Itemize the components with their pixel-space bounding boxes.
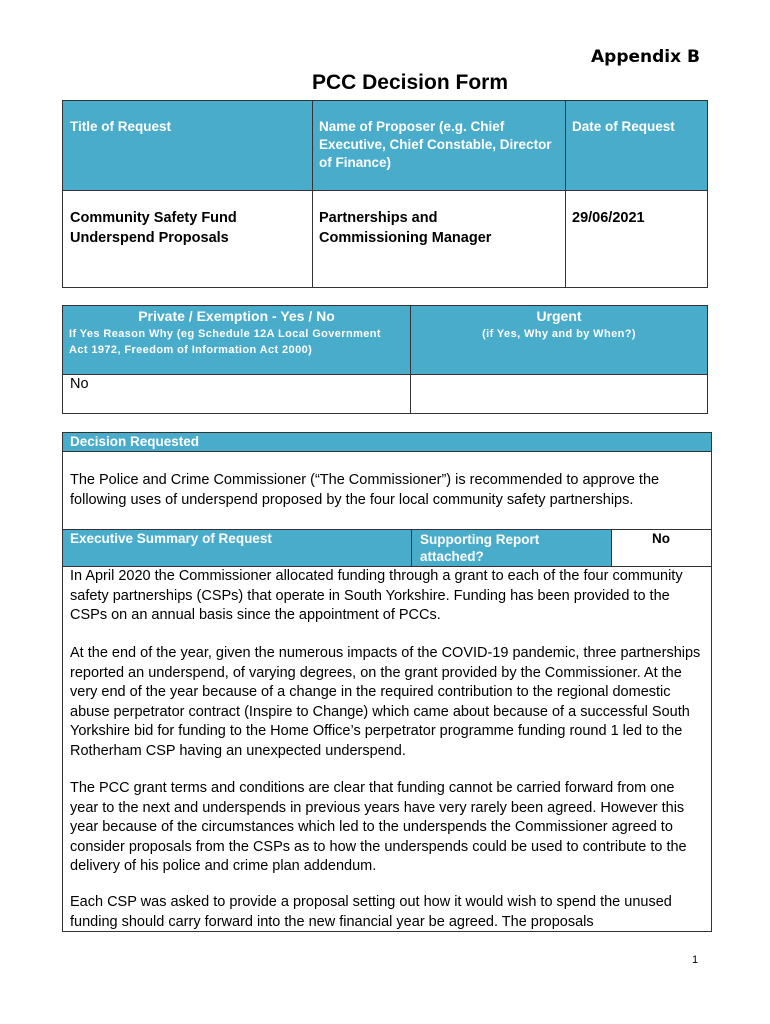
summary-paragraph-3: The PCC grant terms and conditions are clear that funding cannot be carried forward from one year to the next and underspends in previous years have very rarely been agreed. However this year because of the circumstances which led to the underspends the Commissioner agreed to consider proposals from the CSPs as to how the underspends could be used to contribute to the delivery of his police and crime plan addendum. [70,780,687,874]
summary-paragraph-4: Each CSP was asked to provide a proposal setting out how it would wish to spend the unused funding should carry forward into the new financial year be agreed. The proposals [70,894,672,930]
supporting-report-label: Supporting Report attached? [420,532,540,564]
header-title-of-request: Title of Request [70,119,172,134]
urgent-subtitle: (if Yes, Why and by When?) [482,328,636,340]
decision-requested-text: The Police and Crime Commissioner (“The Commissioner”) is recommended to approve the following uses of underspend proposed by the four local community safety partnerships. [70,472,660,508]
decision-requested-header [63,433,711,451]
summary-paragraph-2: At the end of the year, given the numerous impacts of the COVID-19 pandemic, three partnerships reported an underspend, of varying degrees, on the grant provided by the Commissioner. At the very end of the year because of a change in the required contribution to the regional domestic abuse perpetrator contract (Inspire to Change) which came about because of a successful South Yorkshire bid for funding to the Home Office’s perpetrator programme funding round 1 led to the Rotherham CSP having an unexpected underspend. [70,645,701,759]
appendix-label: Appendix B [591,47,700,67]
request-table [62,100,708,288]
private-exemption-value: No [70,376,89,392]
decision-requested-label: Decision Requested [70,434,200,449]
form-title: PCC Decision Form [311,71,509,94]
supporting-report-value: No [652,531,670,546]
private-exemption-title: Private / Exemption - Yes / No [138,308,335,324]
page-number: 1 [692,954,699,966]
value-date-of-request: 29/06/2021 [572,210,645,226]
executive-summary-label: Executive Summary of Request [70,531,272,546]
value-proposer: Partnerships and Commissioning Manager [319,210,492,246]
header-date-of-request: Date of Request [572,119,675,134]
urgent-title: Urgent [536,308,582,324]
supporting-report-header [412,530,611,566]
value-title-of-request: Community Safety Fund Underspend Proposals [70,210,237,246]
executive-summary-header [63,530,411,566]
exemption-table [62,305,708,414]
header-name-of-proposer: Name of Proposer (e.g. Chief Executive, Chief Constable, Director of Finance) [319,119,552,170]
summary-paragraph-1: In April 2020 the Commissioner allocated funding through a grant to each of the four community safety partnerships (CSPs) that operate in South Yorkshire. Funding has been provided to the CSPs on an annual basis since the appointment of PCCs. [70,568,683,623]
decision-table [62,432,712,932]
private-exemption-subtitle: If Yes Reason Why (eg Schedule 12A Local Government Act 1972, Freedom of Information Act 2000) [69,328,381,356]
